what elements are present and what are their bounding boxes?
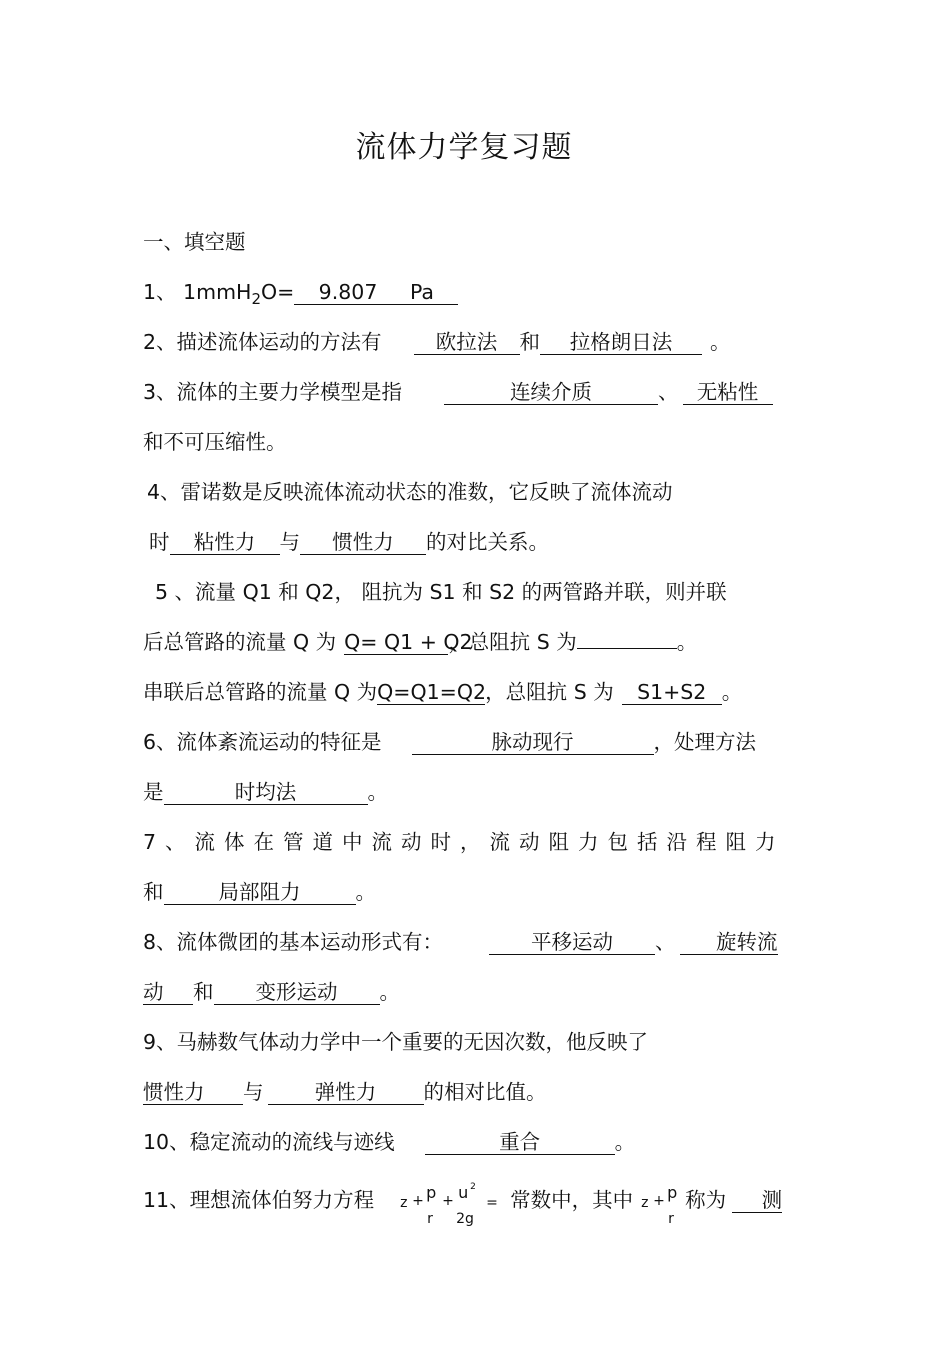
q6-answer-1 bbox=[412, 730, 654, 755]
q6-end: 。 bbox=[367, 780, 388, 804]
q4-answer-1: 粘性力 bbox=[170, 530, 280, 555]
q5-l3-prefix: 串联后总管路的流量 Q 为 bbox=[143, 680, 378, 704]
q7-end: 。 bbox=[355, 880, 376, 904]
q7-answer-1-text: 局部阻力 bbox=[218, 880, 301, 904]
q10-answer-1 bbox=[425, 1130, 615, 1155]
q3-sep: 、 bbox=[658, 380, 679, 404]
q5-answer-parallel-q: Q= Q1 + Q2 bbox=[344, 630, 473, 654]
page-title: 流体力学复习题 bbox=[355, 130, 573, 165]
q11-mid: 常数中，其中 bbox=[510, 1188, 634, 1212]
q4-mid: 与 bbox=[279, 530, 300, 554]
q9-answer-1: 惯性力 bbox=[143, 1080, 243, 1105]
formula-squared: 2 bbox=[470, 1182, 476, 1192]
q5-l2-end: 。 bbox=[676, 630, 698, 654]
q8-mid: 和 bbox=[193, 980, 214, 1004]
q6-answer-1-text: 脉动现行 bbox=[491, 730, 574, 754]
q7-l2-prefix: 和 bbox=[143, 880, 164, 904]
q3-answer-2: 无粘性 bbox=[683, 380, 773, 405]
q8-prefix: 8、流体微团的基本运动形式有： bbox=[143, 930, 444, 954]
q10-answer-1-text: 重合 bbox=[499, 1130, 541, 1154]
q5-l2-prefix: 后总管路的流量 Q 为 bbox=[143, 630, 337, 654]
formula-z: z bbox=[400, 1195, 408, 1211]
q1-mid: O= bbox=[261, 280, 295, 304]
pressure-head-formula bbox=[639, 1183, 685, 1227]
question-3-cont: 和不可压缩性。 bbox=[143, 430, 287, 454]
formula-p: p bbox=[426, 1183, 437, 1202]
q9-mid: 与 bbox=[243, 1080, 264, 1104]
q6-mid: ，处理方法 bbox=[653, 730, 757, 754]
q8-answer-2-cont: 动 bbox=[143, 980, 193, 1005]
q8-answer-1: 平移运动 bbox=[489, 930, 655, 955]
question-9-cont bbox=[143, 1078, 547, 1106]
q5-l2-mid: ，总阻抗 S 为 bbox=[448, 630, 577, 654]
formula-r: r bbox=[427, 1211, 433, 1227]
q1-answer bbox=[294, 280, 458, 305]
q11-prefix: 11、理想流体伯努力方程 bbox=[143, 1188, 375, 1212]
formula-p: p bbox=[667, 1183, 678, 1202]
question-9: 9、马赫数气体动力学中一个重要的无因次数，他反映了 bbox=[143, 1030, 649, 1054]
q8-sep: 、 bbox=[655, 930, 676, 954]
q5-answer-series-s: S1+S2 bbox=[622, 680, 722, 705]
q2-answer-2: 拉格朗日法 bbox=[540, 330, 702, 355]
q1-answer-unit: Pa bbox=[409, 280, 434, 304]
q10-prefix: 10、稳定流动的流线与迹线 bbox=[143, 1130, 395, 1154]
formula-u: u bbox=[458, 1183, 469, 1202]
q4-answer-2: 惯性力 bbox=[300, 530, 426, 555]
q1-prefix: 1、 1mmH bbox=[143, 280, 252, 304]
formula-plus: + bbox=[412, 1193, 424, 1209]
q9-end: 的相对比值。 bbox=[423, 1080, 547, 1104]
question-5-parallel bbox=[143, 628, 697, 656]
q5-answer-parallel-s bbox=[577, 648, 677, 649]
question-5-series bbox=[143, 678, 742, 706]
q6-answer-2-text: 时均法 bbox=[234, 780, 297, 804]
q2-mid: 和 bbox=[519, 330, 541, 354]
formula-z: z bbox=[641, 1195, 649, 1211]
formula-r: r bbox=[668, 1211, 674, 1227]
q4-end: 的对比关系。 bbox=[426, 530, 549, 554]
q6-prefix: 6、流体紊流运动的特征是 bbox=[143, 730, 382, 754]
q5-l3-end: 。 bbox=[721, 680, 743, 704]
q5-l3-mid: ，总阻抗 S 为 bbox=[485, 680, 614, 704]
question-8-cont bbox=[143, 978, 400, 1006]
q8-end: 。 bbox=[379, 980, 400, 1004]
q4-prefix: 时 bbox=[149, 530, 170, 554]
q10-end: 。 bbox=[614, 1130, 636, 1154]
bernoulli-formula bbox=[398, 1182, 510, 1227]
q3-prefix: 3、流体的主要力学模型是指 bbox=[143, 380, 403, 404]
question-5: 5 、流量 Q1 和 Q2， 阻抗为 S1 和 S2 的两管路并联，则并联 bbox=[155, 580, 727, 604]
question-2 bbox=[143, 328, 731, 356]
question-7: 7、流体在管道中流动时，流动阻力包括沿程阻力 bbox=[143, 830, 785, 854]
q11-answer-1: 测 bbox=[732, 1188, 782, 1213]
question-6-cont bbox=[143, 778, 388, 806]
question-3 bbox=[143, 378, 773, 406]
formula-plus: + bbox=[653, 1193, 665, 1209]
question-4: 4、雷诺数是反映流体流动状态的准数，它反映了流体流动 bbox=[147, 480, 673, 504]
q11-after: 称为 bbox=[685, 1188, 727, 1212]
q2-prefix: 2、描述流体运动的方法有 bbox=[143, 330, 382, 354]
question-4-cont bbox=[149, 528, 549, 556]
q5-answer-series-q: Q=Q1=Q2 bbox=[377, 680, 487, 704]
q8-answer-2: 旋转流 bbox=[680, 930, 778, 955]
q1-subscript: 2 bbox=[251, 290, 262, 309]
question-8 bbox=[143, 928, 778, 956]
q3-answer-1: 连续介质 bbox=[444, 380, 658, 405]
question-10 bbox=[143, 1128, 635, 1156]
q6-l2-prefix: 是 bbox=[143, 780, 164, 804]
q6-answer-2 bbox=[164, 780, 368, 805]
formula-equals: = bbox=[486, 1195, 498, 1211]
formula-plus: + bbox=[442, 1193, 454, 1209]
q8-answer-3: 变形运动 bbox=[214, 980, 380, 1005]
formula-2g: 2g bbox=[456, 1211, 474, 1227]
q1-answer-value: 9.807 bbox=[318, 280, 378, 304]
question-6 bbox=[143, 728, 756, 756]
q2-end: 。 bbox=[710, 330, 731, 354]
q2-answer-1: 欧拉法 bbox=[414, 330, 520, 355]
question-11 bbox=[143, 1182, 783, 1227]
section-heading: 一、填空题 bbox=[143, 230, 246, 254]
question-1 bbox=[143, 278, 458, 313]
q9-answer-2: 弹性力 bbox=[268, 1080, 424, 1105]
question-7-cont bbox=[143, 878, 376, 906]
q7-answer-1 bbox=[164, 880, 356, 905]
